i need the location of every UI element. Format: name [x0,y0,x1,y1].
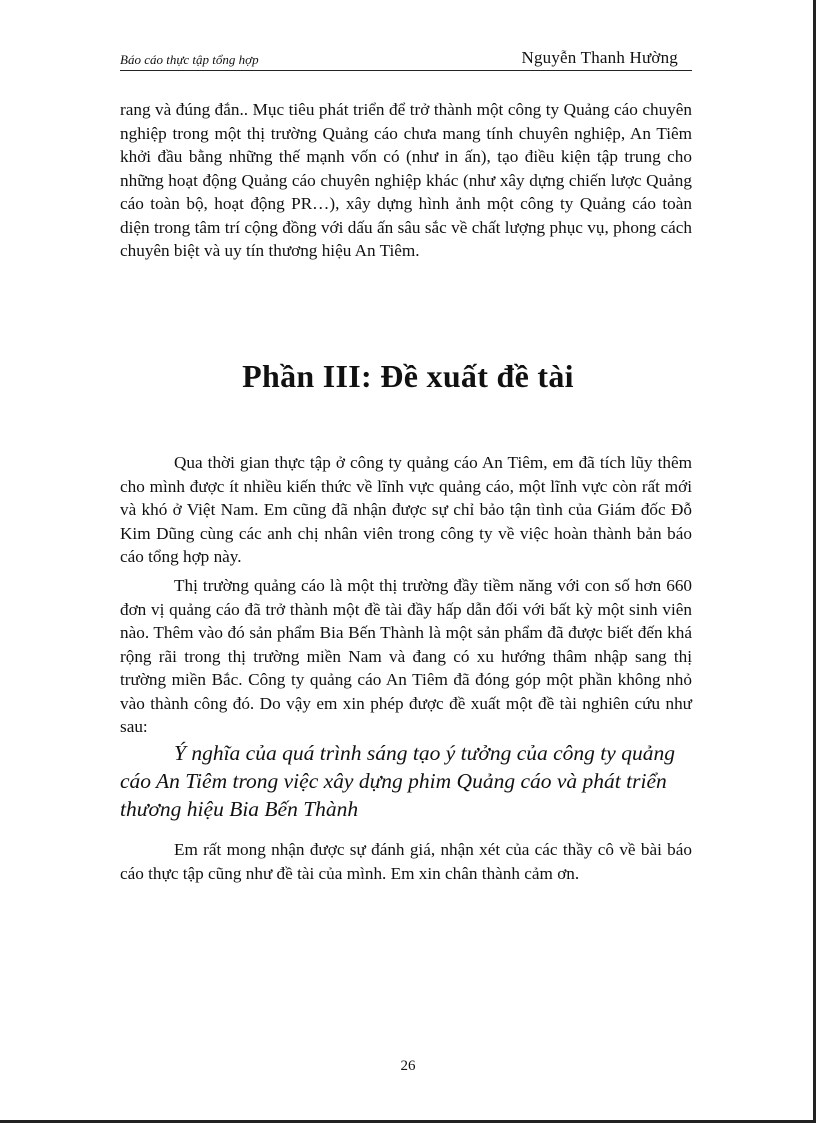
closing-paragraph: Em rất mong nhận được sự đánh giá, nhận xét của các thầy cô về bài báo cáo thực tập cũng như đề tài của mình. Em xin chân thành cảm ơn. [120,840,692,883]
proposed-topic: Ý nghĩa của quá trình sáng tạo ý tưởng của công ty quảng cáo An Tiêm trong việc xây dựng phim Quảng cáo và phát triển thương hiệu Bia Bến Thành [120,741,675,821]
header-report-title: Báo cáo thực tập tổng hợp [120,52,259,67]
market-paragraph: Thị trường quảng cáo là một thị trường đầy tiềm năng với con số hơn 660 đơn vị quảng cáo đã trở thành một đề tài đầy hấp dẫn đối với bất kỳ một sinh viên nào. Thêm vào đó sản phẩm Bia Bến Thành là một sản phẩm đã được biết đến khá rộng rãi trong thị trường miền Nam và đang có xu hướng thâm nhập sang thị trường miền Bắc. Công ty quảng cáo An Tiêm đã đóng góp một phần không nhỏ vào thành công đó. Do vậy em xin phép được đề xuất một đề tài nghiên cứu như sau: [120,576,692,736]
header-author-name: Nguyễn Thanh Hường [521,48,678,67]
intro-continuation-paragraph: rang và đúng đắn.. Mục tiêu phát triển để trở thành một công ty Quảng cáo chuyên nghiệp trong một thị trường Quảng cáo chưa mang tính chuyên nghiệp, An Tiêm khởi đầu bằng những thế mạnh vốn có (như in ấn), tạo điều kiện tập trung cho những hoạt động Quảng cáo chuyên nghiệp khác (như xây dựng chiến lược Quảng cáo toàn bộ, hoạt động PR…), xây dựng hình ảnh một công ty Quảng cáo toàn diện trong tâm trí cộng đồng với dấu ấn sâu sắc về chất lượng phục vụ, phong cách chuyên biệt và uy tín thương hiệu An Tiêm. [120,100,692,260]
internship-paragraph: Qua thời gian thực tập ở công ty quảng cáo An Tiêm, em đã tích lũy thêm cho mình được ít nhiều kiến thức về lĩnh vực quảng cáo, một lĩnh vực còn rất mới và khó ở Việt Nam. Em cũng đã nhận được sự chỉ bảo tận tình của Giám đốc Đỗ Kim Dũng cùng các anh chị nhân viên trong công ty về việc hoàn thành bản báo cáo tổng hợp này. [120,453,692,566]
page-header [120,48,692,71]
section-title: Phần III: Đề xuất đề tài [242,358,574,394]
page-number: 26 [400,1058,416,1074]
